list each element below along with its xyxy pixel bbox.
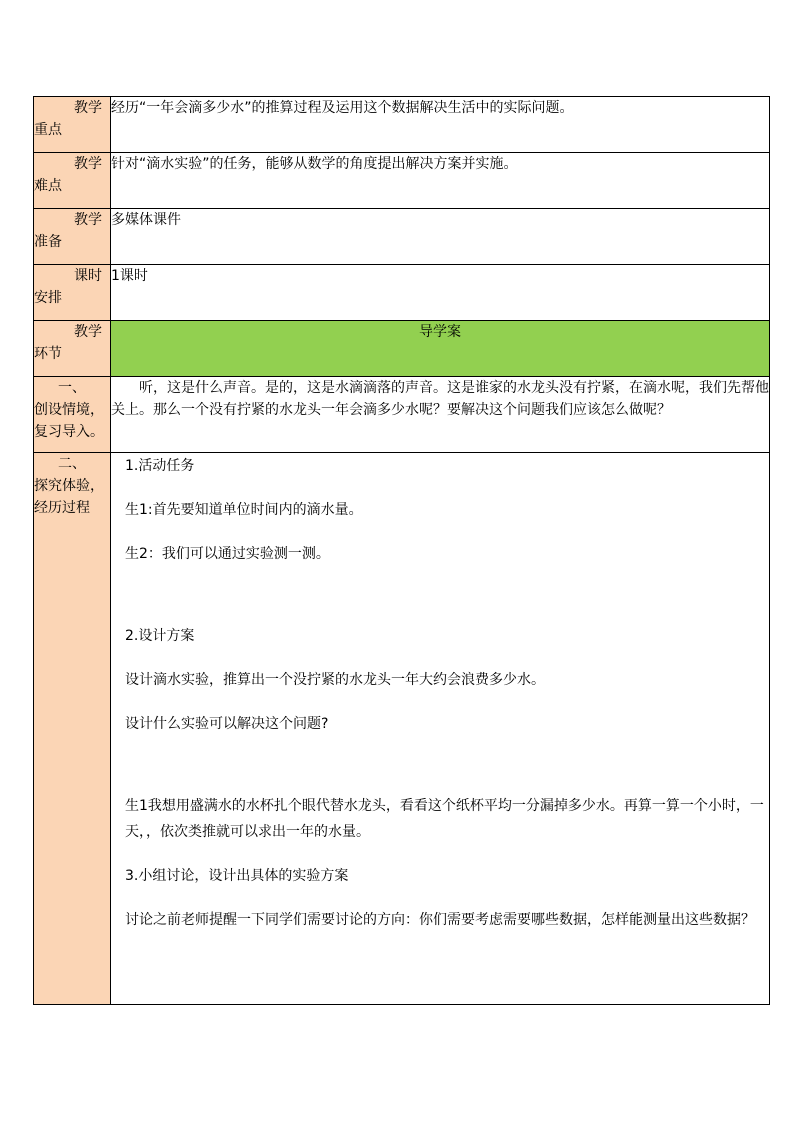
table-row-stage-header bbox=[34, 321, 770, 377]
section-2-label bbox=[34, 453, 111, 1005]
section-1-text: 听，这是什么声音。是的，这是水滴滴落的声音。这是谁家的水龙头没有拧紧，在滴水呢，我们先帮他关上。那么一个没有拧紧的水龙头一年会滴多少水呢？要解决这个问题我们应该怎么做呢？ bbox=[111, 377, 770, 453]
label-line-1: 课时 bbox=[74, 268, 102, 284]
label-line-1: 教学 bbox=[74, 212, 102, 228]
table-row-section-2 bbox=[34, 453, 770, 1005]
paragraph: 生1我想用盛满水的水杯扎个眼代替水龙头，看看这个纸杯平均一分漏掉多少水。再算一算一个小时，一天，，依次类推就可以求出一年的水量。 bbox=[125, 798, 764, 840]
row-label bbox=[34, 265, 111, 321]
section-title-line-2: 经历过程 bbox=[34, 500, 90, 516]
section-title-line-1: 创设情境， bbox=[34, 402, 104, 418]
paragraph: 2.设计方案 bbox=[125, 628, 195, 644]
paragraph: 3.小组讨论，设计出具体的实验方案 bbox=[125, 868, 349, 884]
section-number: 一、 bbox=[58, 380, 86, 396]
table-row-preparation bbox=[34, 209, 770, 265]
paragraph: 设计什么实验可以解决这个问题? bbox=[125, 716, 329, 732]
paragraph: 1.活动任务 bbox=[125, 458, 195, 474]
label-line-1: 教学 bbox=[74, 324, 102, 340]
table-row-section-1 bbox=[34, 377, 770, 453]
table-row-difficulties bbox=[34, 153, 770, 209]
label-line-2: 安排 bbox=[34, 290, 62, 306]
label-line-2: 难点 bbox=[34, 178, 62, 194]
lesson-plan-table bbox=[33, 96, 770, 1005]
section-title-line-1: 探究体验， bbox=[34, 478, 104, 494]
schedule-text: 1课时 bbox=[111, 265, 770, 321]
table-row-key-points bbox=[34, 97, 770, 153]
label-line-2: 准备 bbox=[34, 234, 62, 250]
section-number: 二、 bbox=[58, 456, 86, 472]
table-row-schedule bbox=[34, 265, 770, 321]
section-1-label bbox=[34, 377, 111, 453]
label-line-2: 环节 bbox=[34, 346, 62, 362]
label-line-1: 教学 bbox=[74, 156, 102, 172]
paragraph: 生2：我们可以通过实验测一测。 bbox=[125, 546, 330, 562]
row-label bbox=[34, 321, 111, 377]
row-label bbox=[34, 153, 111, 209]
paragraph: 设计滴水实验，推算出一个没拧紧的水龙头一年大约会浪费多少水。 bbox=[125, 672, 545, 688]
paragraph: 讨论之前老师提醒一下同学们需要讨论的方向：你们需要考虑需要哪些数据，怎样能测量出这些数据？ bbox=[125, 912, 755, 928]
label-line-1: 教学 bbox=[74, 100, 102, 116]
preparation-text: 多媒体课件 bbox=[111, 209, 770, 265]
label-line-2: 重点 bbox=[34, 122, 62, 138]
difficulties-text: 针对“滴水实验”的任务，能够从数学的角度提出解决方案并实施。 bbox=[111, 153, 770, 209]
paragraph: 生1:首先要知道单位时间内的滴水量。 bbox=[125, 502, 363, 518]
key-points-text: 经历“一年会滴多少水”的推算过程及运用这个数据解决生活中的实际问题。 bbox=[111, 97, 770, 153]
section-title-line-2: 复习导入。 bbox=[34, 424, 104, 440]
guide-header: 导学案 bbox=[111, 321, 770, 377]
row-label bbox=[34, 97, 111, 153]
section-2-content bbox=[111, 453, 770, 1005]
row-label bbox=[34, 209, 111, 265]
